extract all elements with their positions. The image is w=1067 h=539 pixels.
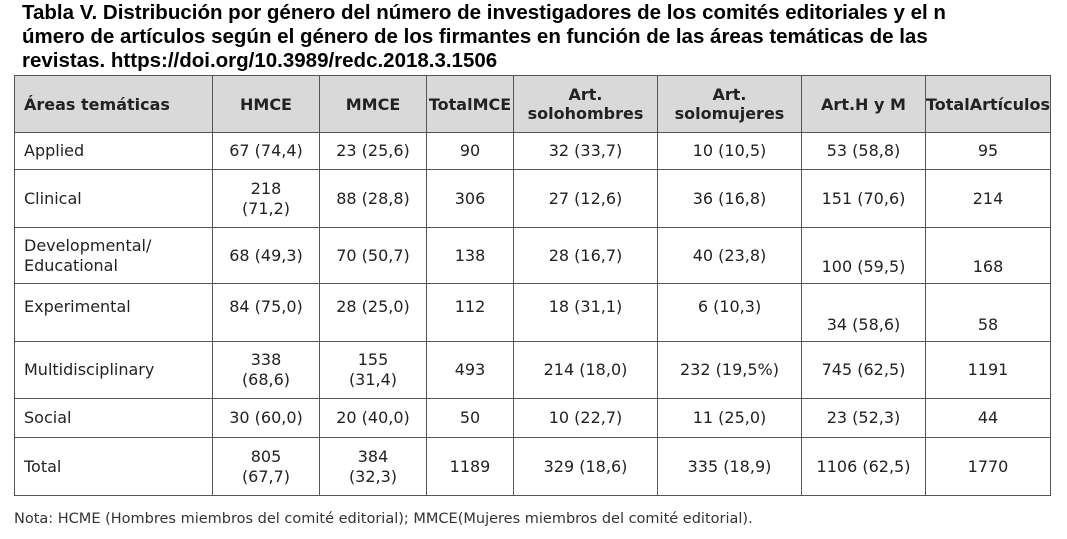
- table-footnote: Nota: HCME (Hombres miembros del comité editorial); MMCE(Mujeres miembros del comité editorial).: [14, 511, 753, 527]
- cell-mmce: 70 (50,7): [320, 228, 427, 284]
- table-row-total: [15, 438, 1051, 496]
- cell-total-articulos: 1770: [926, 438, 1051, 496]
- cell-hmce: 218 (71,2): [213, 170, 320, 228]
- table-row: [15, 133, 1051, 170]
- cell-art-hym: 34 (58,6): [802, 284, 926, 342]
- cell-mmce: 384 (32,3): [320, 438, 427, 496]
- cell-art-hombres: 214 (18,0): [514, 342, 658, 399]
- cell-area: Developmental/ Educational: [15, 228, 213, 284]
- table-row: [15, 228, 1051, 284]
- caption-line: úmero de artículos según el género de los firmantes en función de las áreas temáticas de las: [22, 25, 928, 48]
- cell-hmce: 68 (49,3): [213, 228, 320, 284]
- cell-mmce: 23 (25,6): [320, 133, 427, 170]
- cell-area: Experimental: [15, 284, 213, 342]
- cell-total-articulos: 1191: [926, 342, 1051, 399]
- cell-art-hym: 23 (52,3): [802, 399, 926, 438]
- cell-art-hym: 100 (59,5): [802, 228, 926, 284]
- cell-area: Applied: [15, 133, 213, 170]
- cell-area: Social: [15, 399, 213, 438]
- cell-area: Total: [15, 438, 213, 496]
- cell-total-mce: 138: [427, 228, 514, 284]
- cell-total-articulos: 58: [926, 284, 1051, 342]
- cell-art-hym: 151 (70,6): [802, 170, 926, 228]
- cell-area: Multidisciplinary: [15, 342, 213, 399]
- cell-art-hombres: 27 (12,6): [514, 170, 658, 228]
- cell-hmce: 67 (74,4): [213, 133, 320, 170]
- header-art-h-y-m: Art.H y M: [802, 76, 926, 133]
- table-row: [15, 284, 1051, 342]
- table-caption: [22, 1, 1052, 73]
- cell-art-mujeres: 232 (19,5%): [658, 342, 802, 399]
- cell-art-mujeres: 40 (23,8): [658, 228, 802, 284]
- cell-art-hombres: 329 (18,6): [514, 438, 658, 496]
- cell-art-mujeres: 10 (10,5): [658, 133, 802, 170]
- caption-line: Tabla V. Distribución por género del número de investigadores de los comités editoriales y el n: [22, 1, 946, 24]
- cell-hmce: 805 (67,7): [213, 438, 320, 496]
- cell-total-articulos: 44: [926, 399, 1051, 438]
- cell-total-mce: 1189: [427, 438, 514, 496]
- cell-hmce: 338 (68,6): [213, 342, 320, 399]
- caption-line: revistas. https://doi.org/10.3989/redc.2018.3.1506: [22, 49, 498, 72]
- cell-art-mujeres: 335 (18,9): [658, 438, 802, 496]
- table-row: [15, 170, 1051, 228]
- header-total-articulos: TotalArtículos: [926, 76, 1051, 133]
- header-row: [15, 76, 1051, 133]
- header-total-mce: TotalMCE: [427, 76, 514, 133]
- cell-area: Clinical: [15, 170, 213, 228]
- cell-total-mce: 112: [427, 284, 514, 342]
- header-art-solo-hombres: Art. solohombres: [514, 76, 658, 133]
- cell-total-articulos: 214: [926, 170, 1051, 228]
- table-row: [15, 342, 1051, 399]
- cell-art-mujeres: 11 (25,0): [658, 399, 802, 438]
- cell-art-hym: 745 (62,5): [802, 342, 926, 399]
- cell-mmce: 155 (31,4): [320, 342, 427, 399]
- cell-art-mujeres: 36 (16,8): [658, 170, 802, 228]
- table-row: [15, 399, 1051, 438]
- header-areas: Áreas temáticas: [15, 76, 213, 133]
- cell-mmce: 88 (28,8): [320, 170, 427, 228]
- cell-art-hombres: 28 (16,7): [514, 228, 658, 284]
- cell-art-hombres: 32 (33,7): [514, 133, 658, 170]
- cell-total-mce: 493: [427, 342, 514, 399]
- cell-hmce: 84 (75,0): [213, 284, 320, 342]
- header-mmce: MMCE: [320, 76, 427, 133]
- cell-total-mce: 90: [427, 133, 514, 170]
- header-art-solo-mujeres: Art. solomujeres: [658, 76, 802, 133]
- cell-hmce: 30 (60,0): [213, 399, 320, 438]
- cell-total-mce: 306: [427, 170, 514, 228]
- header-hmce: HMCE: [213, 76, 320, 133]
- cell-art-hombres: 10 (22,7): [514, 399, 658, 438]
- cell-art-hombres: 18 (31,1): [514, 284, 658, 342]
- cell-mmce: 20 (40,0): [320, 399, 427, 438]
- cell-art-mujeres: 6 (10,3): [658, 284, 802, 342]
- cell-total-articulos: 95: [926, 133, 1051, 170]
- cell-art-hym: 1106 (62,5): [802, 438, 926, 496]
- data-table: [14, 75, 1051, 496]
- cell-mmce: 28 (25,0): [320, 284, 427, 342]
- cell-total-mce: 50: [427, 399, 514, 438]
- cell-art-hym: 53 (58,8): [802, 133, 926, 170]
- cell-total-articulos: 168: [926, 228, 1051, 284]
